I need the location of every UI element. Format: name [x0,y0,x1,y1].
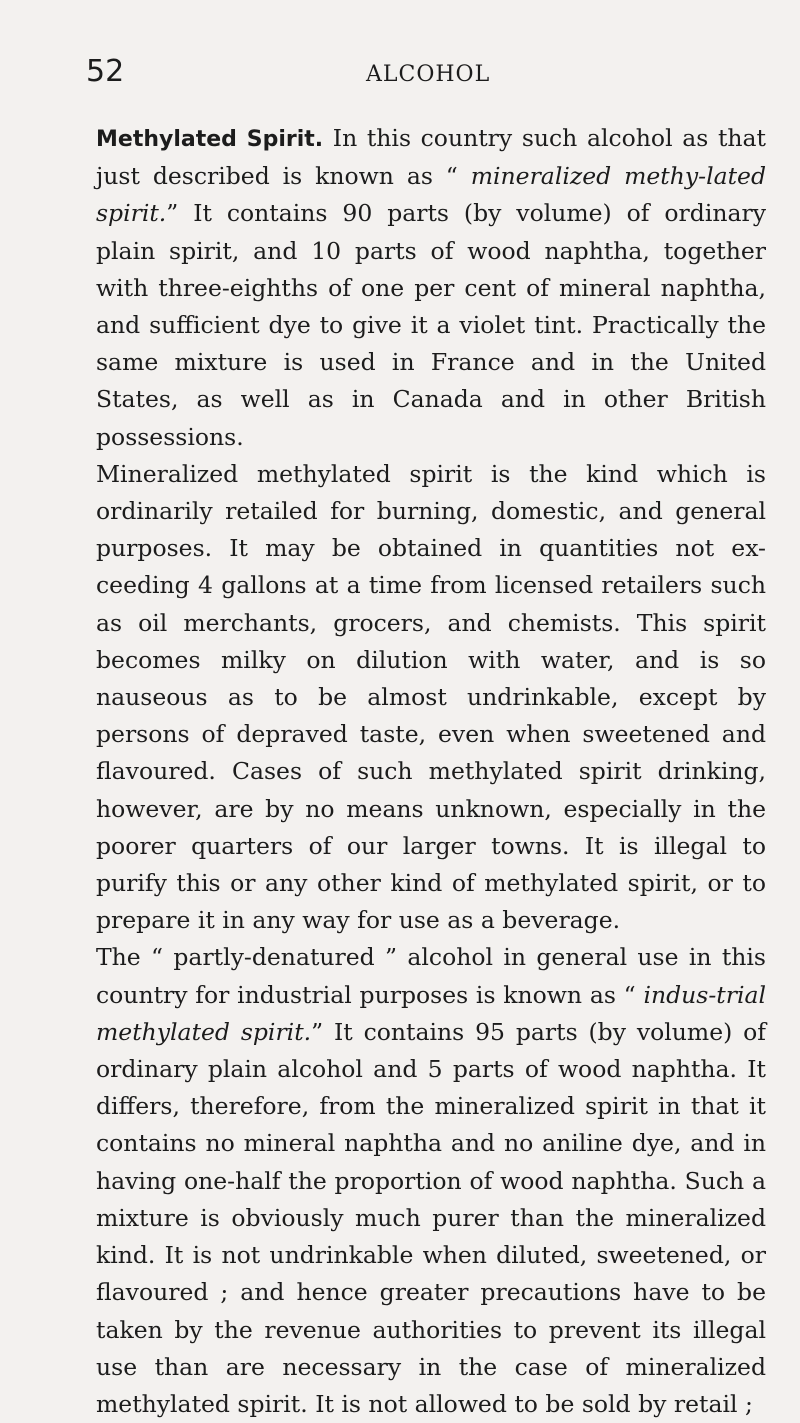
paragraph-mineralized-spirit: Mineralized methylated spirit is the kind which is ordinarily retailed for burning, domestic, and general purposes. It may be obtained in quantities not ex-ceeding 4 gallons at a time from licensed retailers such as oil merchants, grocers, and chemists. This spirit becomes milky on dilution with water, and is so nauseous as to be almost undrinkable, except by persons of depraved taste, even when sweetened and flavoured. Cases of such methylated spirit drinking, however, are by no means unknown, especially in the poorer quarters of our larger towns. It is illegal to purify this or any other kind of methylated spirit, or to prepare it in any way for use as a beverage. [96,459,766,935]
italic-term: mineralized methy-lated spirit. [96,162,766,228]
page-header [86,52,762,96]
paragraph-text: In this country such alcohol as that just described is known as “ [96,124,766,191]
running-head: ALCOHOL [366,62,491,87]
body-text [96,120,766,1423]
paragraph-lead-heading: Methylated Spirit. [96,127,324,152]
paragraph-text: The “ partly-denatured ” alcohol in general use in this country for industrial purposes is known as “ [96,943,766,1009]
paragraph-methylated-spirit [96,120,766,456]
paragraph-industrial-spirit [96,939,766,1423]
italic-term: indus-trial methylated spirit. [96,980,766,1046]
paragraph-text: ” It contains 95 parts (by volume) of ordinary plain alcohol and 5 parts of wood naphtha. It differs, therefore, from the mineralized spirit in that it contains no mineral naphtha and no aniline dye, and in having one-half the proportion of wood naphtha. Such a mixture is obviously much purer than the mineralized kind. It is not undrinkable when diluted, sweetened, or flavoured ; and hence greater precautions have to be taken by the revenue authorities to prevent its illegal use than are necessary in the case of mineralized methylated spirit. It is not allowed to be sold by retail ; [96,1017,767,1418]
paragraph-text: ” It contains 90 parts (by volume) of ordinary plain spirit, and 10 parts of wood naphtha, together with three-eighths of one per cent of mineral naphtha, and sufficient dye to give it a violet tint. Practically the same mixture is used in France and in the United States, as well as in Canada and in other British possessions. [96,199,766,451]
page-number: 52 [86,54,125,89]
